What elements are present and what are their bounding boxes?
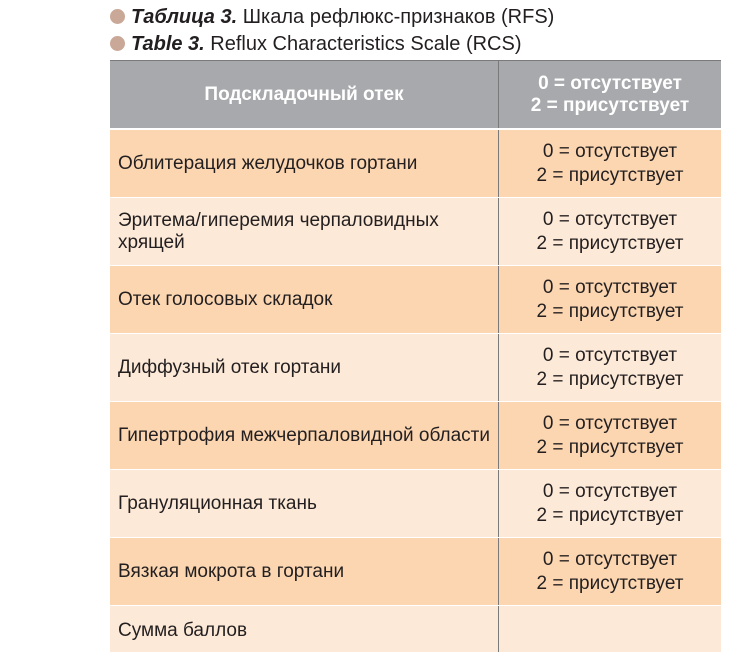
bullet-icon [110, 36, 125, 51]
sign-cell: Облитерация желудочков гортани [110, 130, 499, 197]
caption-en-text: Reflux Characteristics Scale (RCS) [210, 33, 522, 55]
score-line2: 2 = присутствует [536, 572, 684, 594]
sign-cell: Диффузный отек гортани [110, 334, 499, 401]
total-score-cell [499, 606, 721, 652]
header-sign-cell: Подскладочный отек [110, 61, 499, 128]
total-label-cell: Сумма баллов [110, 606, 499, 652]
table-total-row [110, 606, 721, 653]
table-row [110, 198, 721, 266]
score-line1: 0 = отсутствует [542, 548, 678, 570]
score-line2: 2 = присутствует [536, 300, 684, 322]
sign-cell: Грануляционная ткань [110, 470, 499, 537]
sign-cell: Гипертрофия межчерпаловидной области [110, 402, 499, 469]
table-row [110, 130, 721, 198]
table-caption-ru [110, 5, 554, 29]
score-cell [499, 130, 721, 197]
score-cell [499, 266, 721, 333]
header-score-line2: 2 = присутствует [530, 94, 690, 116]
table-row [110, 538, 721, 606]
score-cell [499, 538, 721, 605]
score-line2: 2 = присутствует [536, 164, 684, 186]
header-score-cell [499, 61, 721, 128]
caption-ru-label: Таблица 3. [131, 6, 238, 28]
score-cell [499, 402, 721, 469]
caption-ru-text: Шкала рефлюкс-признаков (RFS) [242, 6, 555, 28]
score-cell [499, 334, 721, 401]
caption-en-label: Table 3. [131, 33, 205, 55]
score-line1: 0 = отсутствует [542, 412, 678, 434]
sign-cell: Вязкая мокрота в гортани [110, 538, 499, 605]
table-row [110, 334, 721, 402]
score-line2: 2 = присутствует [536, 232, 684, 254]
score-line2: 2 = присутствует [536, 504, 684, 526]
score-line1: 0 = отсутствует [542, 480, 678, 502]
score-line2: 2 = присутствует [536, 436, 684, 458]
score-line1: 0 = отсутствует [542, 344, 678, 366]
score-line1: 0 = отсутствует [542, 140, 678, 162]
sign-cell: Эритема/гиперемия черпаловидных хрящей [110, 198, 499, 265]
table-row [110, 470, 721, 538]
score-line1: 0 = отсутствует [542, 208, 678, 230]
rfs-table [110, 60, 721, 653]
score-line1: 0 = отсутствует [542, 276, 678, 298]
header-score-line1: 0 = отсутствует [538, 72, 682, 94]
score-line2: 2 = присутствует [536, 368, 684, 390]
score-cell [499, 198, 721, 265]
bullet-icon [110, 9, 125, 24]
table-row [110, 402, 721, 470]
table-caption-en [110, 32, 522, 56]
table-header-row [110, 61, 721, 130]
score-cell [499, 470, 721, 537]
table-row [110, 266, 721, 334]
sign-cell: Отек голосовых складок [110, 266, 499, 333]
